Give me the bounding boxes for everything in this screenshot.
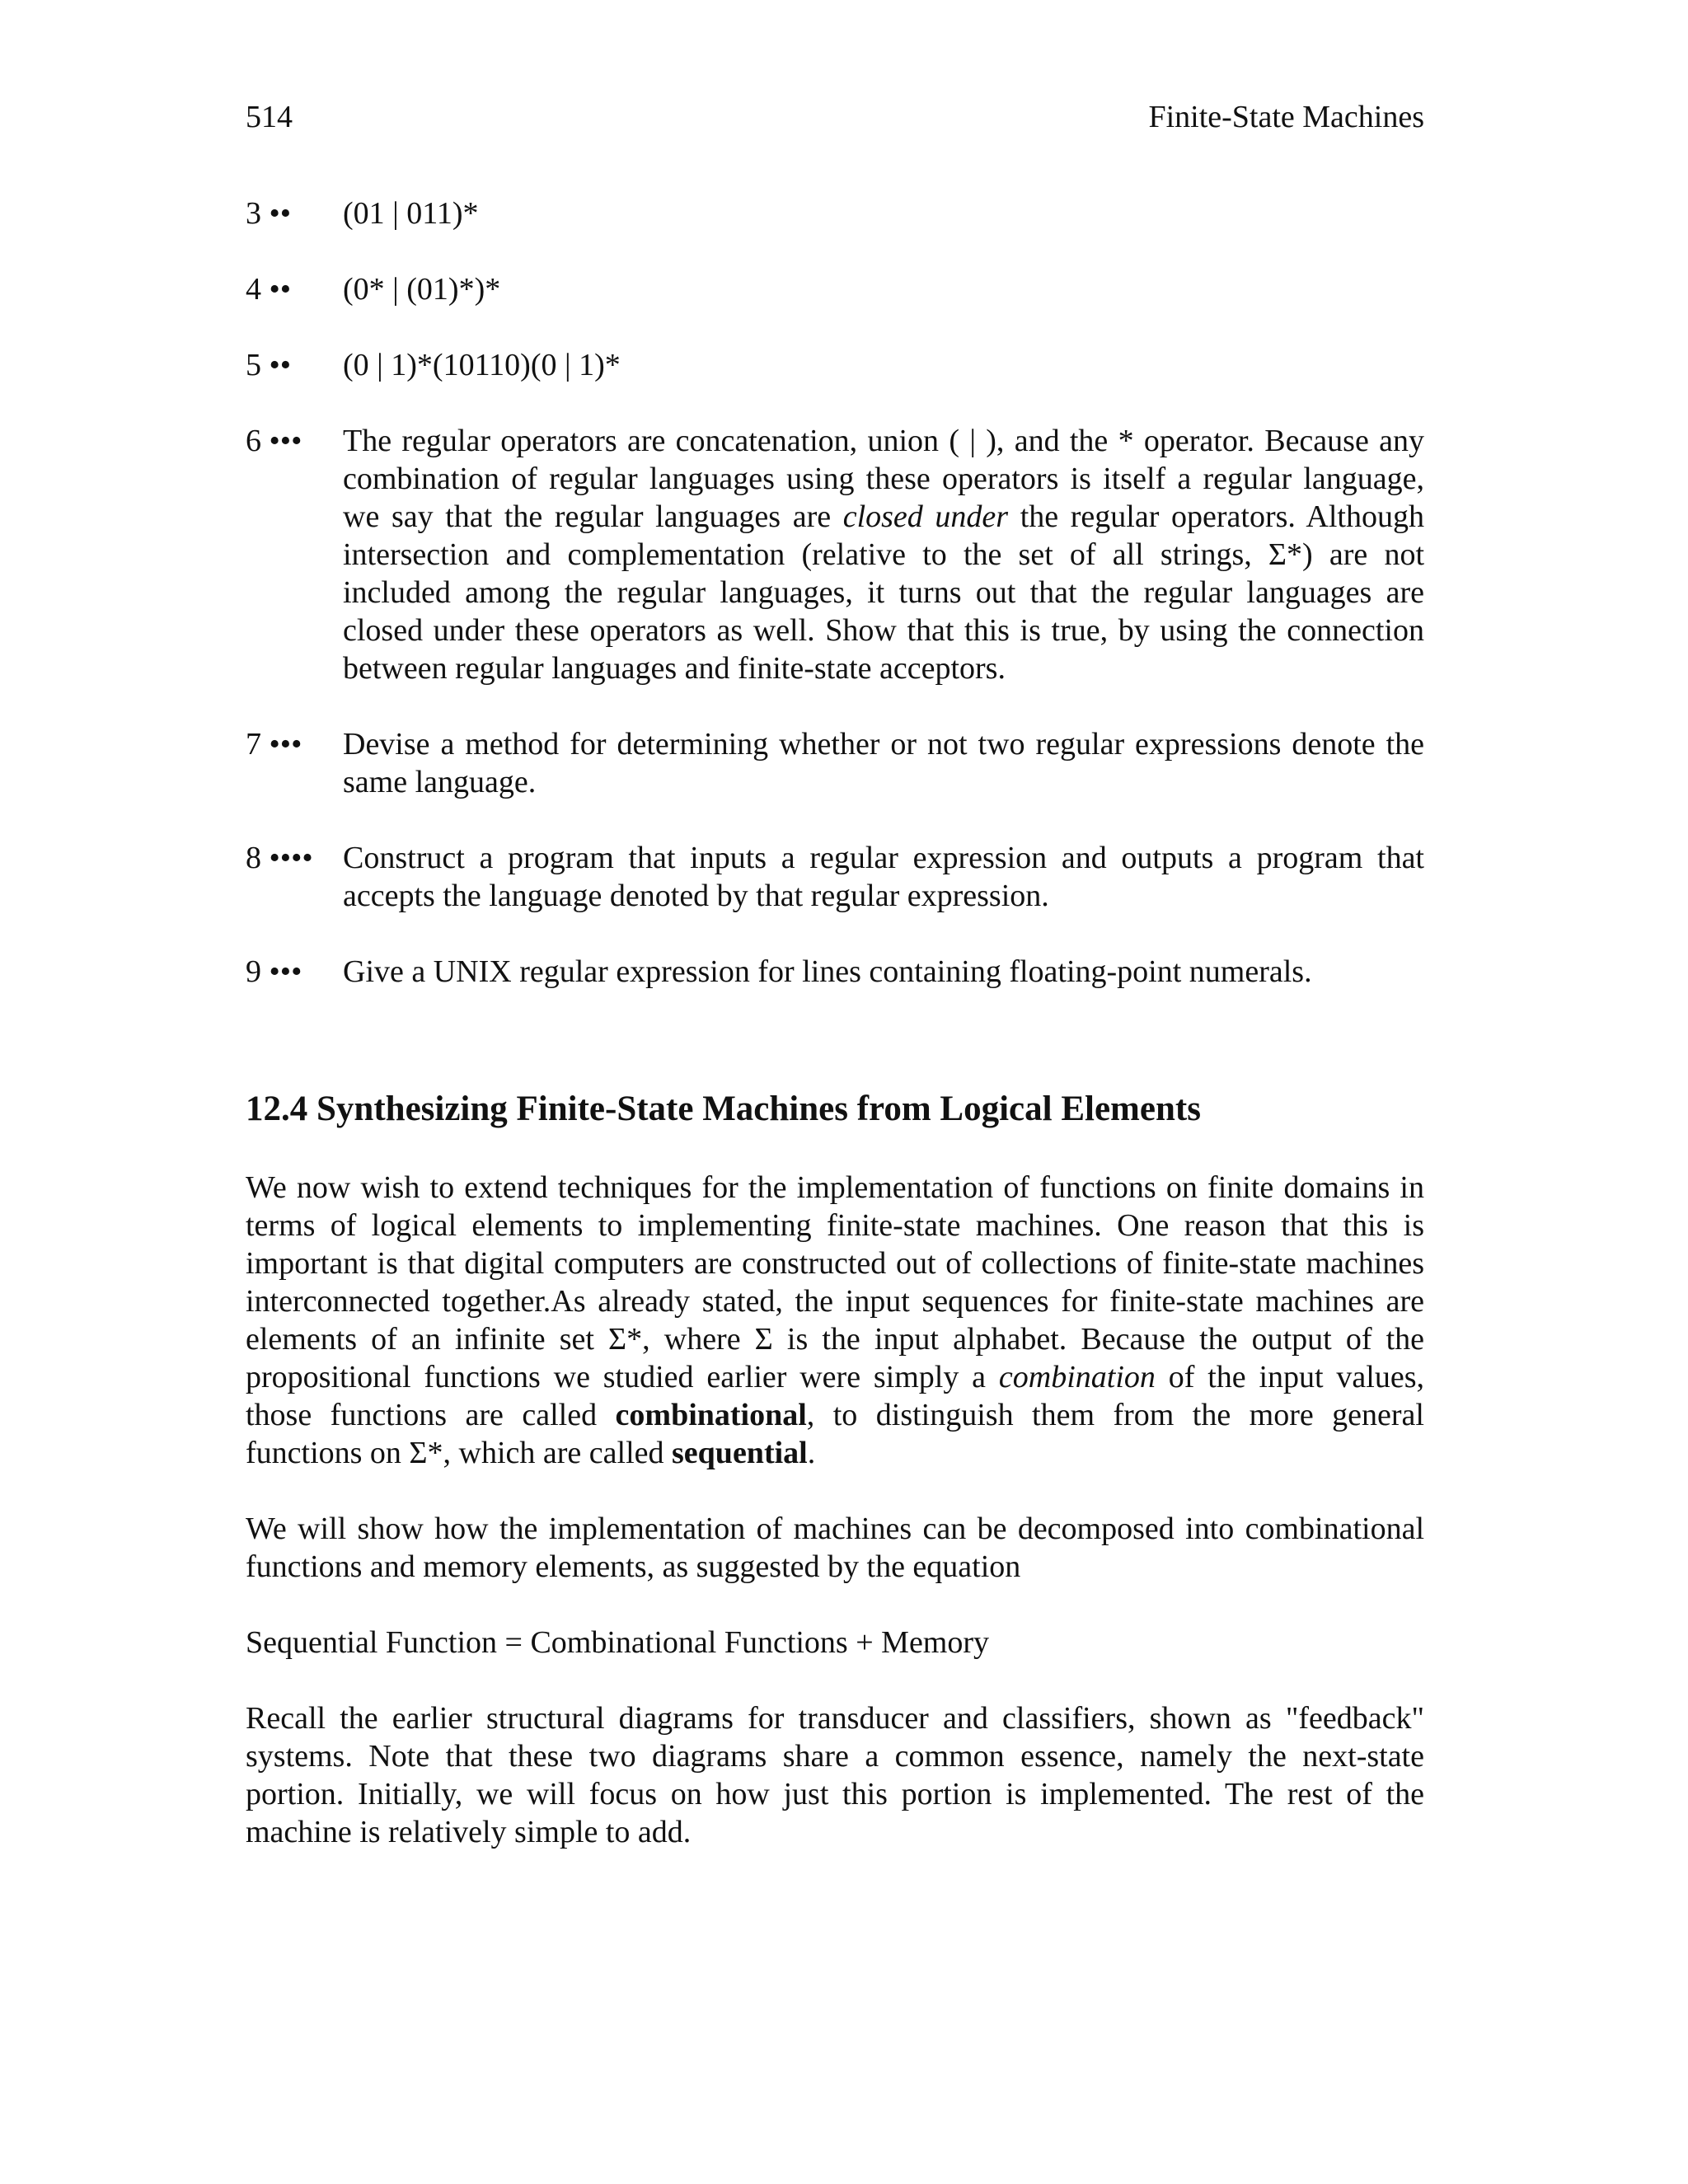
bold-term-sequential: sequential <box>672 1436 808 1470</box>
exercise-text: Construct a program that inputs a regular expression and outputs a program that accepts the language denoted by that regular expression. <box>343 841 1424 913</box>
running-head <box>246 96 1424 138</box>
paragraph-intro <box>246 1169 1424 1472</box>
exercise-number: 4 •• <box>246 272 292 307</box>
exercise-number: 5 •• <box>246 348 292 382</box>
paragraph-text: . <box>807 1436 816 1470</box>
paragraph-text: We now wish to extend techniques for the implementation of functions on finite domains in terms of logical elements to implementing finite-state machines. One reason that this is important is that digital computers are constructed out of collections of finite-state machines interconnected together.As already stated, the input sequences for finite-state machines are elements of an infinite set Σ*, where Σ is the input alphabet. Because the output of the propositional functions we studied earlier were simply a <box>246 1170 1424 1394</box>
exercise-number: 8 •••• <box>246 841 313 875</box>
exercise-text: (01 | 011)* <box>343 196 479 231</box>
exercise-6 <box>246 422 1424 687</box>
italic-term-combination: combination <box>998 1360 1156 1394</box>
exercise-text: Give a UNIX regular expression for lines containing floating-point numerals. <box>343 954 1312 989</box>
exercise-7 <box>246 725 1424 801</box>
section-heading: 12.4 Synthesizing Finite-State Machines from Logical Elements <box>246 1090 1201 1128</box>
equation: Sequential Function = Combinational Functions + Memory <box>246 1625 990 1660</box>
paragraph-text: , to distinguish them from the more general functions on Σ*, which are called <box>246 1398 1424 1470</box>
exercise-list <box>246 194 1424 1029</box>
exercise-text <box>343 422 1424 687</box>
exercise-text: (0* | (01)*)* <box>343 272 501 307</box>
exercise-3 <box>246 194 1424 232</box>
exercise-number: 9 ••• <box>246 954 302 989</box>
exercise-number: 3 •• <box>246 196 292 231</box>
exercise-text-part: The regular operators are concatenation, union ( | ), and the * operator. Because any combination of regular languages using these operators is itself a regular language, we say that the regular languages are <box>343 424 1424 534</box>
exercise-text: Devise a method for determining whether or not two regular expressions denote the same language. <box>343 727 1424 799</box>
exercise-8 <box>246 839 1424 915</box>
exercise-text: (0 | 1)*(10110)(0 | 1)* <box>343 348 621 382</box>
exercise-4 <box>246 270 1424 308</box>
exercise-number: 6 ••• <box>246 424 302 458</box>
paragraph-recall: Recall the earlier structural diagrams for transducer and classifiers, shown as "feedback" systems. Note that these two diagrams share a common essence, namely the next-state portion. Initially, we will focus on how just this portion is implemented. The rest of the machine is relatively simple to add. <box>246 1701 1424 1849</box>
paragraph-decomposition: We will show how the implementation of machines can be decomposed into combinational functions and memory elements, as suggested by the equation <box>246 1511 1424 1584</box>
page-number: 514 <box>246 100 293 134</box>
book-page <box>246 0 1424 2184</box>
bold-term-combinational: combinational <box>615 1398 807 1432</box>
paragraph-text: of the input values, those functions are called <box>246 1360 1424 1432</box>
exercise-text-part: the regular operators. Although intersection and complementation (relative to the set of all strings, Σ*) are not included among the regular languages, it turns out that the regular languages are closed under these operators as well. Show that this is true, by using the connection between regular languages and finite-state acceptors. <box>343 499 1424 686</box>
chapter-title: Finite-State Machines <box>1148 100 1424 134</box>
italic-term-closed-under: closed under <box>842 499 1009 534</box>
section-body <box>246 1169 1424 1889</box>
exercise-5 <box>246 346 1424 384</box>
exercise-9 <box>246 953 1424 991</box>
exercise-number: 7 ••• <box>246 727 302 762</box>
